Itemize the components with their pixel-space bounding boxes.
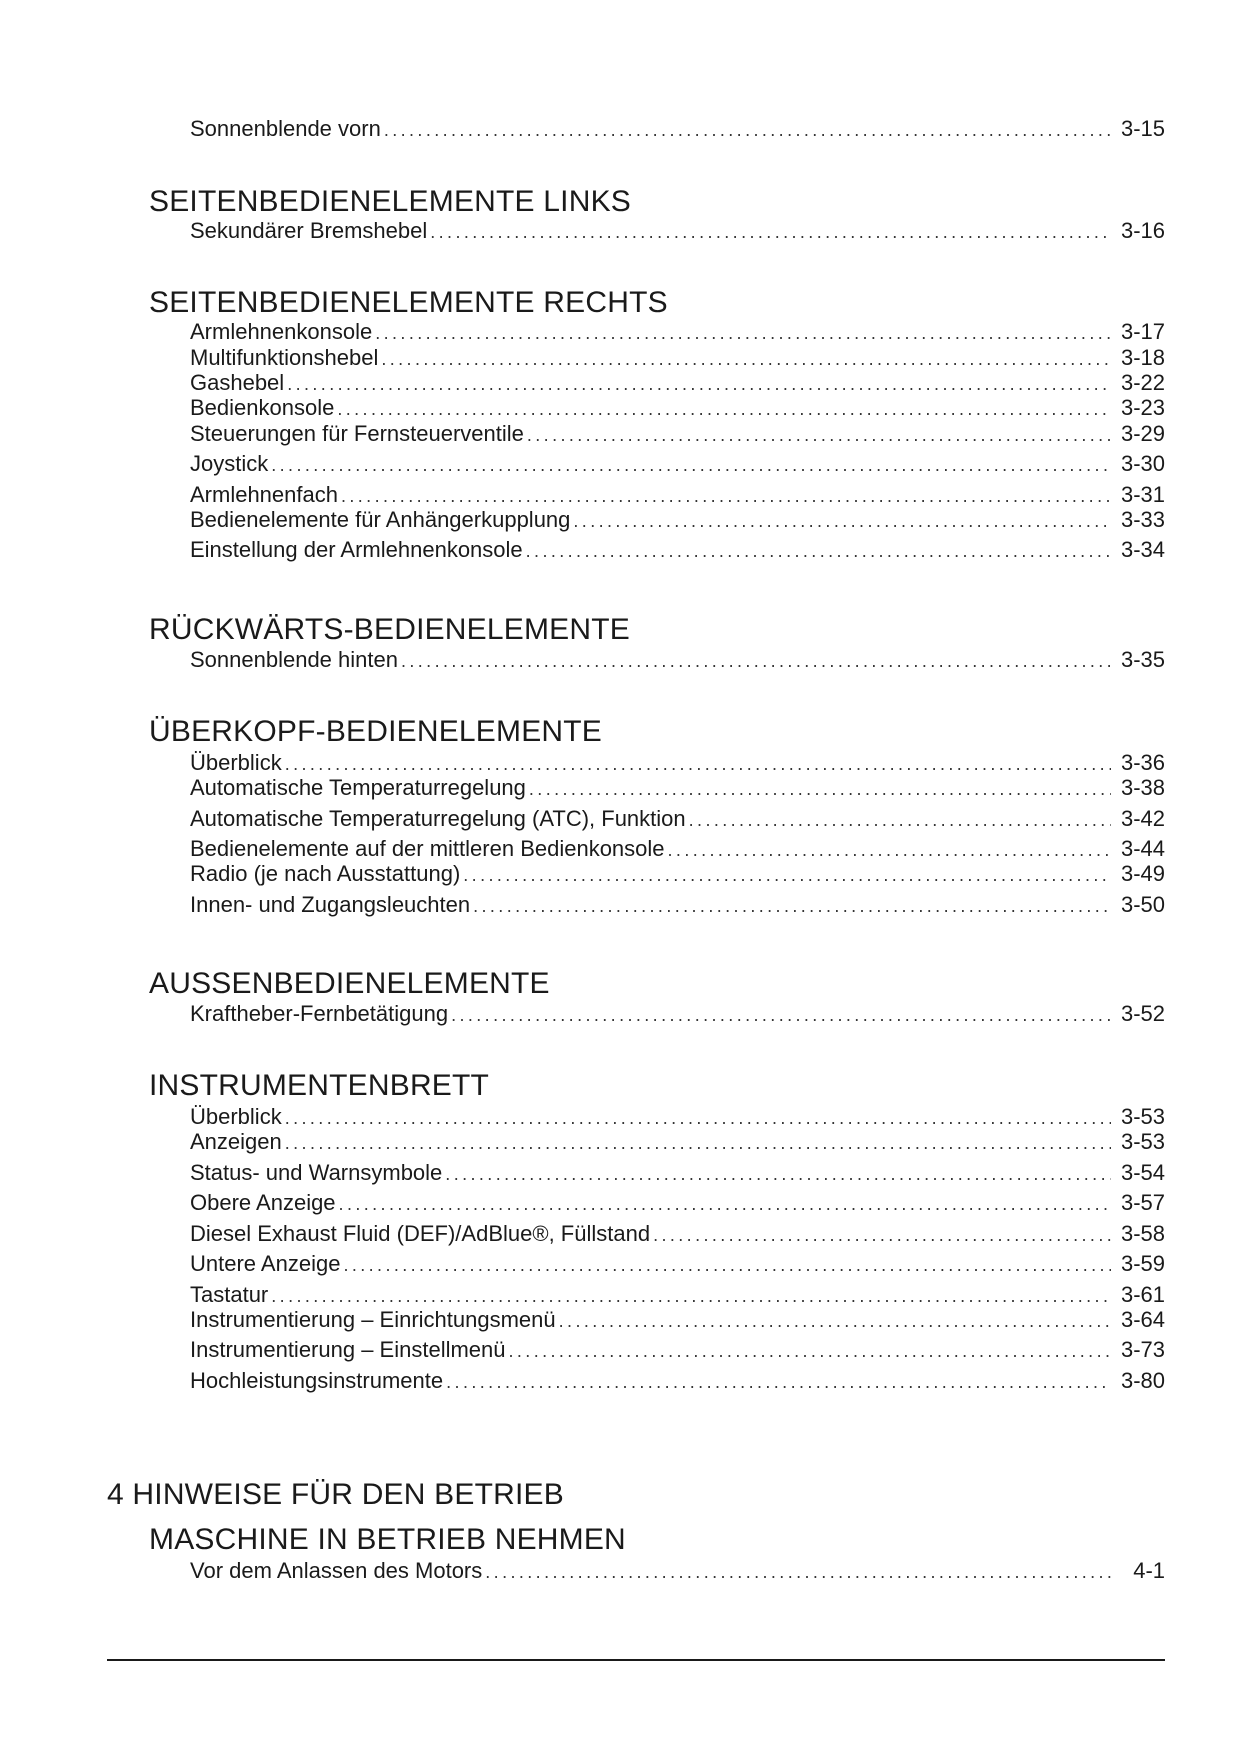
toc-entry-obere-anzeige[interactable] xyxy=(190,1190,1165,1217)
section-heading-aussenbedienelemente: AUSSENBEDIENELEMENTE xyxy=(149,967,550,1000)
toc-entry-label: Steuerungen für Fernsteuerventile xyxy=(190,421,524,446)
dot-leader xyxy=(529,776,1111,802)
toc-entry-multifunktionshebel[interactable] xyxy=(190,345,1165,372)
dot-leader xyxy=(343,1252,1111,1278)
dot-leader xyxy=(287,371,1111,397)
toc-entry-def-fuellstand[interactable] xyxy=(190,1221,1165,1248)
toc-entry-label: Anzeigen xyxy=(190,1129,282,1154)
toc-entry-page: 3-80 xyxy=(1120,1368,1165,1393)
toc-entry-label: Innen- und Zugangsleuchten xyxy=(190,892,471,917)
toc-entry-anhaengerkupplung[interactable] xyxy=(190,507,1165,534)
toc-entry-armlehnenfach[interactable] xyxy=(190,482,1165,509)
toc-entry-zugangsleuchten[interactable] xyxy=(190,892,1165,919)
dot-leader xyxy=(384,117,1111,143)
toc-entry-joystick[interactable] xyxy=(190,451,1165,478)
section-heading-ueberkopf-bedienelemente: ÜBERKOPF-BEDIENELEMENTE xyxy=(149,715,603,748)
toc-entry-page: 3-52 xyxy=(1120,1001,1165,1026)
toc-entry-page: 3-15 xyxy=(1120,116,1165,141)
toc-entry-sonnenblende-vorn[interactable] xyxy=(190,116,1165,143)
toc-entry-ueberblick-overhead[interactable] xyxy=(190,750,1165,777)
toc-entry-label: Status- und Warnsymbole xyxy=(190,1160,443,1185)
dot-leader xyxy=(401,648,1111,674)
toc-entry-label: Gashebel xyxy=(190,370,285,395)
toc-entry-untere-anzeige[interactable] xyxy=(190,1251,1165,1278)
toc-entry-label: Untere Anzeige xyxy=(190,1251,341,1276)
toc-entry-page: 3-64 xyxy=(1120,1307,1165,1332)
dot-leader xyxy=(668,837,1111,863)
toc-entry-page: 3-34 xyxy=(1120,537,1165,562)
dot-leader xyxy=(559,1308,1111,1334)
dot-leader xyxy=(463,862,1111,888)
toc-entry-sekundaerer-bremshebel[interactable] xyxy=(190,218,1165,245)
dot-leader xyxy=(445,1161,1111,1187)
toc-entry-page: 3-18 xyxy=(1120,345,1165,370)
dot-leader xyxy=(473,893,1111,919)
toc-entry-page: 3-33 xyxy=(1120,507,1165,532)
toc-entry-page: 3-44 xyxy=(1120,836,1165,861)
toc-entry-label: Instrumentierung – Einstellmenü xyxy=(190,1337,506,1362)
toc-entry-fernsteuerventile[interactable] xyxy=(190,421,1165,448)
dot-leader xyxy=(337,396,1111,422)
dot-leader xyxy=(446,1369,1111,1395)
toc-entry-einrichtungsmenue[interactable] xyxy=(190,1307,1165,1334)
toc-entry-page: 3-35 xyxy=(1120,647,1165,672)
toc-entry-page: 3-30 xyxy=(1120,451,1165,476)
section-heading-maschine-in-betrieb-nehmen: MASCHINE IN BETRIEB NEHMEN xyxy=(149,1523,626,1556)
toc-entry-page: 3-50 xyxy=(1120,892,1165,917)
toc-entry-label: Vor dem Anlassen des Motors xyxy=(190,1558,483,1583)
toc-entry-label: Bedienelemente für Anhängerkupplung xyxy=(190,507,571,532)
toc-entry-radio[interactable] xyxy=(190,861,1165,888)
toc-entry-label: Hochleistungsinstrumente xyxy=(190,1368,444,1393)
chapter-heading-4: 4 HINWEISE FÜR DEN BETRIEB xyxy=(107,1478,564,1511)
toc-entry-einstellmenue[interactable] xyxy=(190,1337,1165,1364)
toc-entry-page: 3-31 xyxy=(1120,482,1165,507)
dot-leader xyxy=(451,1002,1111,1028)
toc-entry-page: 3-16 xyxy=(1120,218,1165,243)
toc-entry-page: 3-57 xyxy=(1120,1190,1165,1215)
toc-entry-warnsymbole[interactable] xyxy=(190,1160,1165,1187)
dot-leader xyxy=(485,1559,1111,1585)
toc-entry-einstellung-armlehnenkonsole[interactable] xyxy=(190,537,1165,564)
dot-leader xyxy=(285,1105,1111,1131)
toc-entry-page: 4-1 xyxy=(1133,1558,1165,1583)
dot-leader xyxy=(509,1338,1112,1364)
toc-entry-page: 3-49 xyxy=(1120,861,1165,886)
toc-entry-page: 3-36 xyxy=(1120,750,1165,775)
toc-entry-gashebel[interactable] xyxy=(190,370,1165,397)
toc-entry-page: 3-53 xyxy=(1120,1129,1165,1154)
toc-entry-bedienkonsole[interactable] xyxy=(190,395,1165,422)
toc-entry-page: 3-54 xyxy=(1120,1160,1165,1185)
toc-entry-sonnenblende-hinten[interactable] xyxy=(190,647,1165,674)
dot-leader xyxy=(285,751,1111,777)
toc-entry-automatische-temperaturregelung[interactable] xyxy=(190,775,1165,802)
toc-entry-label: Sonnenblende vorn xyxy=(190,116,381,141)
toc-entry-label: Tastatur xyxy=(190,1282,269,1307)
toc-entry-page: 3-22 xyxy=(1120,370,1165,395)
toc-entry-atc-funktion[interactable] xyxy=(190,806,1165,833)
toc-entry-page: 3-17 xyxy=(1120,319,1165,344)
section-heading-instrumentenbrett: INSTRUMENTENBRETT xyxy=(149,1069,490,1102)
toc-entry-label: Überblick xyxy=(190,750,282,775)
toc-entry-mittlere-bedienkonsole[interactable] xyxy=(190,836,1165,863)
section-heading-seitenbedienelemente-rechts: SEITENBEDIENELEMENTE RECHTS xyxy=(149,286,668,319)
toc-entry-page: 3-58 xyxy=(1120,1221,1165,1246)
toc-entry-page: 3-73 xyxy=(1120,1337,1165,1362)
toc-entry-tastatur[interactable] xyxy=(190,1282,1165,1309)
dot-leader xyxy=(271,1283,1111,1309)
toc-entry-label: Einstellung der Armlehnenkonsole xyxy=(190,537,523,562)
dot-leader xyxy=(381,346,1111,372)
toc-entry-label: Automatische Temperaturregelung (ATC), Funktion xyxy=(190,806,686,831)
toc-entry-label: Automatische Temperaturregelung xyxy=(190,775,526,800)
toc-entry-page: 3-23 xyxy=(1120,395,1165,420)
footer-rule xyxy=(107,1659,1165,1661)
toc-entry-label: Sekundärer Bremshebel xyxy=(190,218,428,243)
toc-entry-vor-dem-anlassen[interactable] xyxy=(190,1558,1165,1585)
dot-leader xyxy=(285,1130,1111,1156)
toc-entry-page: 3-38 xyxy=(1120,775,1165,800)
toc-entry-label: Bedienkonsole xyxy=(190,395,335,420)
toc-entry-armlehnenkonsole[interactable] xyxy=(190,319,1165,346)
dot-leader xyxy=(375,320,1111,346)
toc-entry-page: 3-61 xyxy=(1120,1282,1165,1307)
dot-leader xyxy=(271,452,1111,478)
dot-leader xyxy=(573,508,1111,534)
toc-entry-label: Radio (je nach Ausstattung) xyxy=(190,861,461,886)
toc-entry-page: 3-29 xyxy=(1120,421,1165,446)
toc-entry-page: 3-59 xyxy=(1120,1251,1165,1276)
toc-entry-label: Sonnenblende hinten xyxy=(190,647,398,672)
toc-entry-label: Armlehnenkonsole xyxy=(190,319,373,344)
toc-entry-label: Kraftheber-Fernbetätigung xyxy=(190,1001,449,1026)
toc-entry-hochleistungsinstrumente[interactable] xyxy=(190,1368,1165,1395)
dot-leader xyxy=(527,422,1111,448)
toc-entry-label: Instrumentierung – Einrichtungsmenü xyxy=(190,1307,556,1332)
toc-entry-anzeigen[interactable] xyxy=(190,1129,1165,1156)
toc-entry-page: 3-42 xyxy=(1120,806,1165,831)
toc-entry-kraftheber-fernbetaetigung[interactable] xyxy=(190,1001,1165,1028)
dot-leader xyxy=(339,1191,1111,1217)
dot-leader xyxy=(526,538,1111,564)
toc-entry-label: Überblick xyxy=(190,1104,282,1129)
toc-entry-label: Obere Anzeige xyxy=(190,1190,336,1215)
dot-leader xyxy=(653,1222,1111,1248)
toc-entry-ueberblick-instruments[interactable] xyxy=(190,1104,1165,1131)
dot-leader xyxy=(430,219,1111,245)
dot-leader xyxy=(341,483,1111,509)
toc-entry-page: 3-53 xyxy=(1120,1104,1165,1129)
toc-entry-label: Diesel Exhaust Fluid (DEF)/AdBlue®, Füllstand xyxy=(190,1221,651,1246)
toc-entry-label: Multifunktionshebel xyxy=(190,345,379,370)
toc-entry-label: Armlehnenfach xyxy=(190,482,338,507)
section-heading-seitenbedienelemente-links: SEITENBEDIENELEMENTE LINKS xyxy=(149,185,631,218)
section-heading-rueckwaerts-bedienelemente: RÜCKWÄRTS-BEDIENELEMENTE xyxy=(149,613,630,646)
dot-leader xyxy=(689,807,1111,833)
toc-entry-label: Bedienelemente auf der mittleren Bedienkonsole xyxy=(190,836,665,861)
toc-entry-label: Joystick xyxy=(190,451,269,476)
